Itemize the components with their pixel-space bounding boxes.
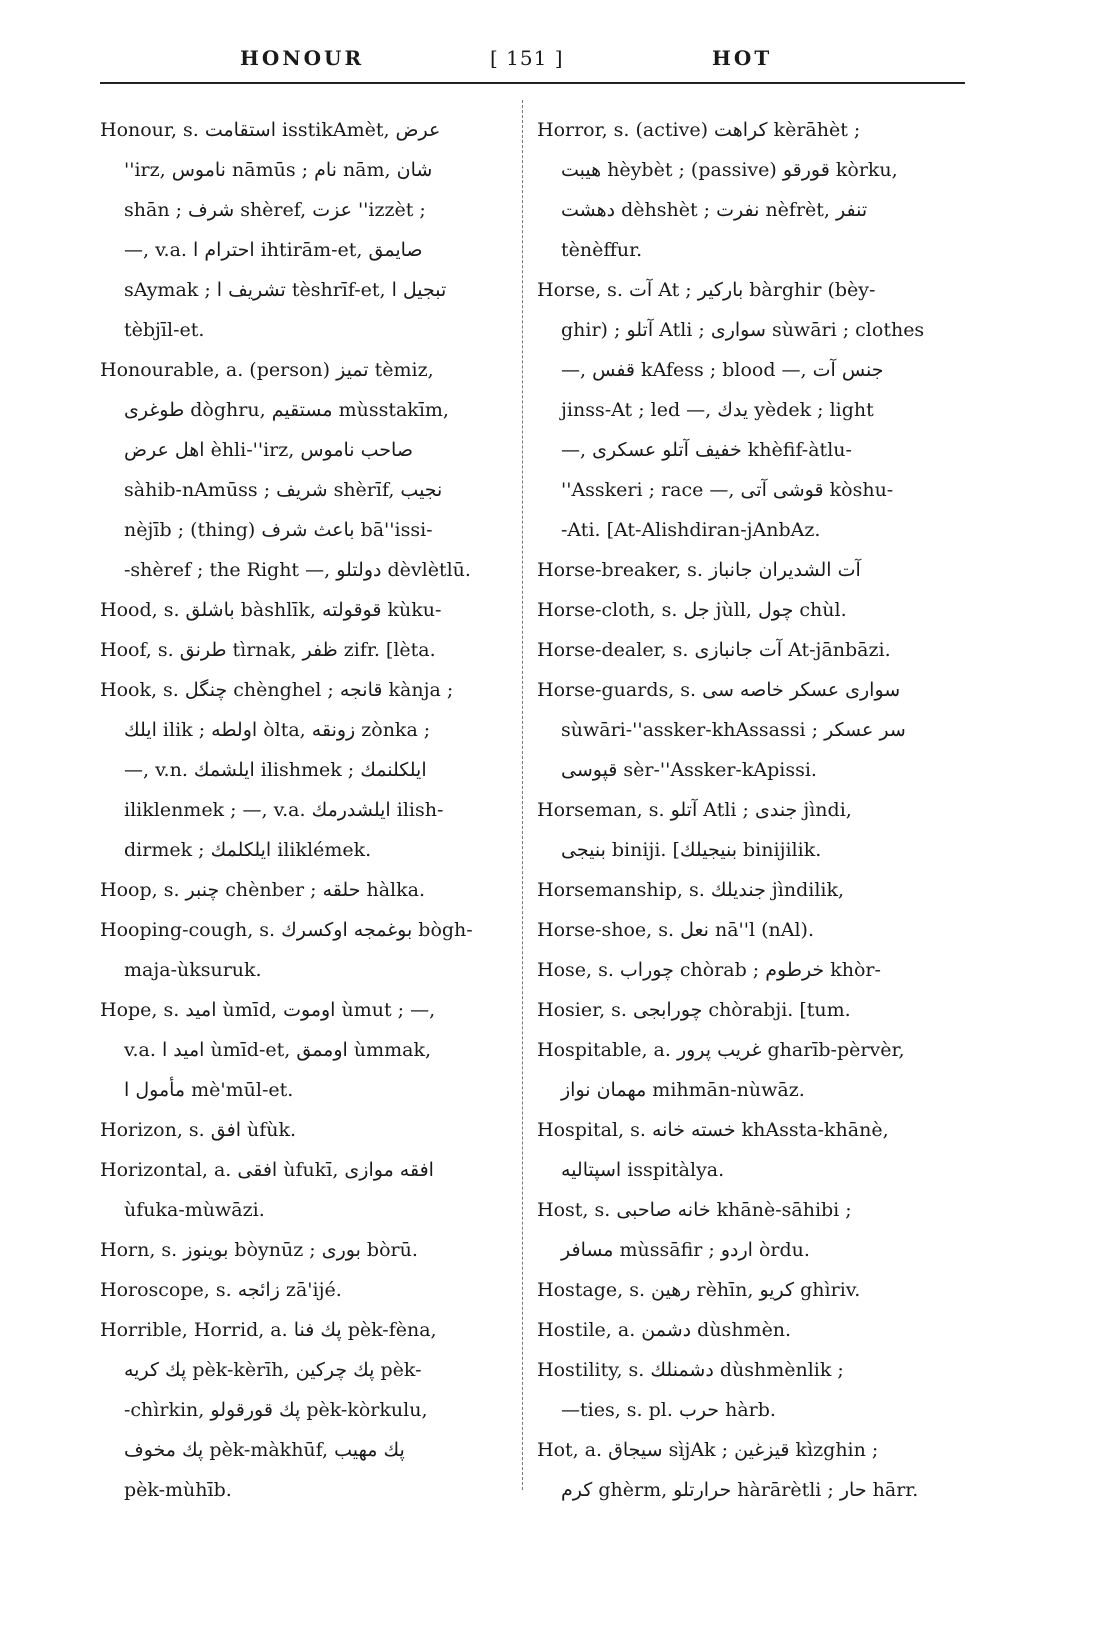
entry-line: sàhib-nAmūss ; شريف shèrīf, نجيب — [124, 479, 443, 501]
entry-line: طوغرى dòghru, مستقيم mùsstakīm, — [124, 399, 449, 421]
entry-line: -Ati. [At-Alishdiran-jAnbAz. — [561, 519, 821, 541]
entry-line: دهشت dèhshèt ; نفرت nèfrèt, تنفر — [561, 199, 868, 221]
entry-line: Horoscope, s. زائجه zā'ijé. — [100, 1279, 342, 1301]
entry-line: nèjīb ; (thing) باعث شرف bā''issi- — [124, 519, 433, 541]
entry-line: sAymak ; تشريف ا tèshrīf-et, تبجيل ا — [124, 279, 447, 301]
entry-line: ''irz, ناموس nāmūs ; نام nām, شان — [124, 159, 433, 181]
entry-line: ايلك ilik ; اولطه òlta, زونقه zònka ; — [124, 719, 431, 741]
entry-line: اسپتاليه isspitàlya. — [561, 1159, 725, 1181]
entry-line: مسافر mùssāfir ; اردو òrdu. — [561, 1239, 810, 1261]
entry-line: Horror, s. (active) كراهت kèrāhèt ; — [537, 119, 861, 141]
entry-line: Honour, s. استقامت isstikAmèt, عرض — [100, 119, 441, 141]
entry-line: Horse-guards, s. سوارى عسكر خاصه سى — [537, 679, 901, 701]
entry-line: Horse-breaker, s. آت الشديران جانباز — [537, 559, 861, 581]
entry-line: Horn, s. بوينوز bòynūz ; بورى bòrū. — [100, 1239, 418, 1261]
entry-line: Horse-cloth, s. جل jùll, چول chùl. — [537, 599, 847, 621]
entry-line: Horrible, Horrid, a. پك فنا pèk-fèna, — [100, 1319, 437, 1341]
entry-line: Horse-dealer, s. آت جانبازى At-jānbāzi. — [537, 639, 891, 661]
entry-line: dirmek ; ايلكلمك iliklémek. — [124, 839, 372, 861]
entry-line: Horse, s. آت At ; باركير bàrghir (bèy- — [537, 279, 876, 301]
entry-line: كرم ghèrm, حرارتلو hàrārètli ; حار hārr. — [561, 1479, 919, 1501]
entry-line: Horseman, s. آتلو Atli ; جندى jìndi, — [537, 799, 852, 821]
entry-line: Hose, s. چوراب chòrab ; خرطوم khòr- — [537, 959, 881, 981]
entry-line: iliklenmek ; —, v.a. ايلشدرمك ilish- — [124, 799, 444, 821]
header-left-word: HONOUR — [240, 46, 365, 70]
entry-line: ''Asskeri ; race —, قوشى آتى kòshu- — [561, 479, 894, 501]
left-column — [100, 110, 512, 1510]
entry-line: Hope, s. اميد ùmīd, اوموت ùmut ; —, — [100, 999, 436, 1021]
entry-line: ùfuka-mùwāzi. — [124, 1199, 265, 1221]
entry-line: Hot, a. سيجاق sìjAk ; قيزغين kìzghin ; — [537, 1439, 879, 1461]
entry-line: —, قفس kAfess ; blood —, جنس آت — [561, 359, 884, 381]
entry-line: v.a. اميد ا ùmīd-et, اوممق ùmmak, — [124, 1039, 432, 1061]
entry-line: پك كريه pèk-kèrīh, پك چركين pèk- — [124, 1359, 422, 1381]
entry-line: Hosier, s. چورابجى chòrabji. [tum. — [537, 999, 851, 1021]
entry-line: —, v.n. ايلشمك ilishmek ; ايلكلنمك — [124, 759, 427, 781]
entry-line: Honourable, a. (person) تميز tèmiz, — [100, 359, 434, 381]
right-column — [537, 110, 949, 1510]
entry-line: —, خفيف آتلو عسكرى khèfif-àtlu- — [561, 439, 852, 461]
header-right-word: HOT — [712, 46, 773, 70]
entry-line: Hooping-cough, s. بوغمجه اوكسرك bògh- — [100, 919, 473, 941]
entry-line: —ties, s. pl. حرب hàrb. — [561, 1399, 776, 1421]
entry-line: Hostility, s. دشمنلك dùshmènlik ; — [537, 1359, 844, 1381]
entry-line: مهمان نواز mihmān-nùwāz. — [561, 1079, 805, 1101]
entry-line: Horizontal, a. افقى ùfukī, افقه موازى — [100, 1159, 434, 1181]
entry-line: مأمول ا mè'mūl-et. — [124, 1079, 294, 1101]
entry-line: Hospital, s. خسته خانه khAssta-khānè, — [537, 1119, 889, 1141]
entry-line: Hood, s. باشلق bàshlīk, قوقولته kùku- — [100, 599, 442, 621]
entry-line: پك مخوف pèk-màkhūf, پك مهيب — [124, 1439, 405, 1461]
entry-line: Horsemanship, s. جنديلك jìndilik, — [537, 879, 845, 901]
entry-line: shān ; شرف shèref, عزت ''izzèt ; — [124, 199, 426, 221]
entry-line: tènèffur. — [561, 239, 643, 261]
entry-line: jinss-At ; led —, يدك yèdek ; light — [561, 399, 874, 421]
entry-line: maja-ùksuruk. — [124, 959, 262, 981]
entry-line: ghir) ; آتلو Atli ; سوارى sùwāri ; clothes — [561, 319, 925, 341]
entry-line: Hoop, s. چنبر chènber ; حلقه hàlka. — [100, 879, 426, 901]
entry-line: -shèref ; the Right —, دولتلو dèvlètlū. — [124, 559, 471, 581]
entry-line: Hoof, s. طرنق tìrnak, ظفر zifr. [lèta. — [100, 639, 436, 661]
column-divider — [522, 100, 524, 1490]
entry-line: Host, s. خانه صاحبى khānè-sāhibi ; — [537, 1199, 852, 1221]
entry-line: Horizon, s. افق ùfùk. — [100, 1119, 297, 1141]
entry-line: -chìrkin, پك قورقولو pèk-kòrkulu, — [124, 1399, 428, 1421]
entry-line: Hook, s. چنگل chènghel ; قانجه kànja ; — [100, 679, 454, 701]
page-number: [ 151 ] — [490, 46, 564, 70]
entry-line: pèk-mùhīb. — [124, 1479, 232, 1501]
entry-line: Hostile, a. دشمن dùshmèn. — [537, 1319, 792, 1341]
entry-line: هيبت hèybèt ; (passive) قورقو kòrku, — [561, 159, 898, 181]
page-header — [100, 42, 965, 84]
entry-line: قپوسى sèr-''Assker-kApissi. — [561, 759, 817, 781]
entry-line: بنيجى biniji. [بنيجيلك binijilik. — [561, 839, 822, 861]
entry-line: tèbjīl-et. — [124, 319, 205, 341]
entry-line: —, v.a. احترام ا ihtirām-et, صايمق — [124, 239, 423, 261]
entry-line: Horse-shoe, s. نعل nā''l (nAl). — [537, 919, 815, 941]
entry-line: اهل عرض èhli-''irz, صاحب ناموس — [124, 439, 413, 461]
entry-line: Hospitable, a. غريب پرور gharīb-pèrvèr, — [537, 1039, 905, 1061]
entry-line: sùwāri-''assker-khAssassi ; سر عسكر — [561, 719, 906, 741]
entry-line: Hostage, s. رهين rèhīn, كريو ghìriv. — [537, 1279, 861, 1301]
